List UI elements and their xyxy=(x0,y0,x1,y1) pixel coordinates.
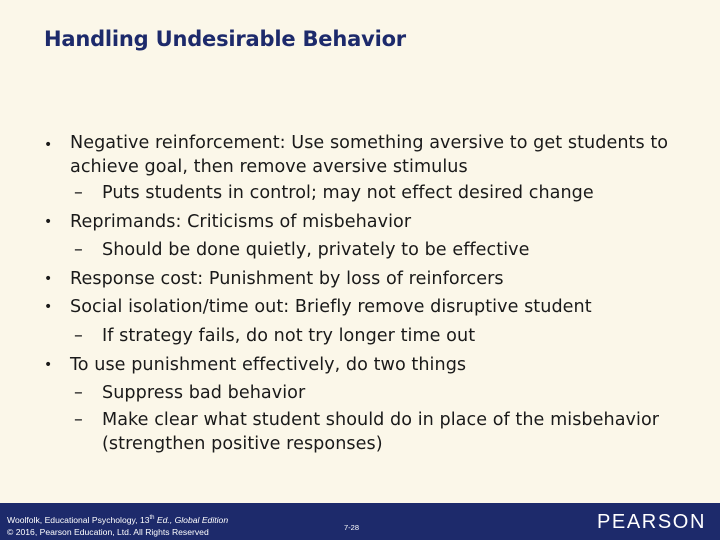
footer-citation xyxy=(7,515,228,538)
bullet-text: Negative reinforcement: Use something aversive to get students to achieve goal, then remove aversive stimulus xyxy=(70,133,669,177)
sub-bullet-marker: – xyxy=(74,183,83,203)
bullet-text: Social isolation/time out: Briefly remove disruptive student xyxy=(70,297,592,318)
sub-bullet-item xyxy=(44,408,704,456)
bullet-list xyxy=(44,131,704,456)
bullet-marker: • xyxy=(44,299,53,316)
bullet-text: Reprimands: Criticisms of misbehavior xyxy=(70,211,412,232)
sub-bullet-item xyxy=(44,236,704,265)
bullet-marker: • xyxy=(44,356,53,373)
sub-bullet-item xyxy=(44,322,704,351)
pearson-logo: PEARSON xyxy=(596,511,706,533)
sub-bullet-marker: – xyxy=(74,240,83,261)
bullet-text: Response cost: Punishment by loss of reinforcers xyxy=(70,268,504,289)
bullet-item xyxy=(44,351,704,380)
sub-bullet-text: Puts students in control; may not effect desired change xyxy=(102,183,594,203)
citation-line xyxy=(7,515,228,527)
bullet-marker: • xyxy=(44,213,53,230)
bullet-item xyxy=(44,293,704,322)
citation-suffix: Ed., Global Edition xyxy=(154,515,229,525)
slide-title: Handling Undesirable Behavior xyxy=(44,27,406,51)
copyright-line: © 2016, Pearson Education, Ltd. All Rights Reserved xyxy=(7,526,209,537)
citation-superscript: th xyxy=(149,515,155,522)
sub-bullet-marker: – xyxy=(74,325,83,346)
footer-bar xyxy=(0,503,720,540)
sub-bullet-item xyxy=(44,379,704,408)
sub-bullet-text: Suppress bad behavior xyxy=(102,383,306,404)
page-number: 7-28 xyxy=(344,523,360,532)
sub-bullet-marker: – xyxy=(74,409,83,430)
bullet-marker: • xyxy=(44,137,53,153)
citation-prefix: Woolfolk, Educational Psychology, 13 xyxy=(7,515,150,525)
sub-bullet-item xyxy=(44,179,704,208)
sub-bullet-text: Should be done quietly, privately to be effective xyxy=(102,240,530,261)
sub-bullet-marker: – xyxy=(74,383,83,404)
bullet-text: To use punishment effectively, do two things xyxy=(70,354,467,375)
sub-bullet-text: Make clear what student should do in place of the misbehavior (strengthen positive responses) xyxy=(102,409,660,454)
bullet-marker: • xyxy=(44,270,53,287)
bullet-item xyxy=(44,131,704,179)
bullet-item xyxy=(44,265,704,294)
bullet-item xyxy=(44,208,704,237)
sub-bullet-text: If strategy fails, do not try longer time out xyxy=(102,325,476,346)
